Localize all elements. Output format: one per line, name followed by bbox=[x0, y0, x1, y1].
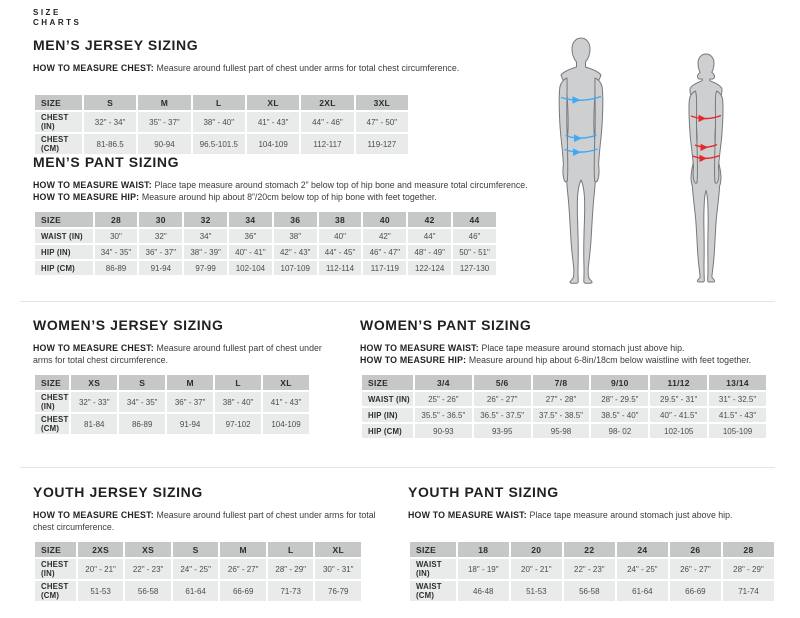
table-header-row bbox=[35, 212, 496, 227]
table-cell: 105-109 bbox=[709, 424, 766, 438]
howto-line: HOW TO MEASURE WAIST: Place tape measure around stomach just above hip. bbox=[408, 510, 733, 520]
table-cell: 46" bbox=[453, 229, 496, 243]
row-label: WAIST (CM) bbox=[410, 581, 456, 601]
column-header: XS bbox=[71, 375, 117, 390]
table-cell: 34" - 35" bbox=[119, 392, 165, 412]
size-table bbox=[33, 373, 311, 436]
table-cell: 18" - 19" bbox=[458, 559, 509, 579]
table-cell: 90-94 bbox=[138, 134, 190, 154]
table-cell: 61-64 bbox=[617, 581, 668, 601]
table-cell: 102-105 bbox=[650, 424, 707, 438]
table-cell: 81-86.5 bbox=[84, 134, 136, 154]
howto-text bbox=[33, 509, 378, 533]
row-label: HIP (IN) bbox=[35, 245, 93, 259]
column-header: S bbox=[119, 375, 165, 390]
column-header: 32 bbox=[184, 212, 227, 227]
table-row bbox=[362, 392, 766, 406]
section-womens-jersey bbox=[33, 318, 333, 436]
womens-pant-table bbox=[360, 373, 768, 440]
section-youth-jersey bbox=[33, 485, 378, 603]
table-cell: 44" - 45" bbox=[319, 245, 362, 259]
column-header: 28 bbox=[723, 542, 774, 557]
table-cell: 71-74 bbox=[723, 581, 774, 601]
table-cell: 107-109 bbox=[274, 261, 317, 275]
table-cell: 46" - 47" bbox=[363, 245, 406, 259]
howto-label: HOW TO MEASURE HIP: bbox=[360, 355, 469, 365]
row-label: WAIST (IN) bbox=[362, 392, 413, 406]
section-title: WOMEN’S PANT SIZING bbox=[360, 317, 532, 333]
howto-line: HOW TO MEASURE WAIST: Place tape measure around stomach just above hip. bbox=[360, 343, 685, 353]
row-label: CHEST (CM) bbox=[35, 581, 76, 601]
table-cell: 66-69 bbox=[220, 581, 266, 601]
howto-line: HOW TO MEASURE CHEST: Measure around fullest part of chest under arms for total chest circumference. bbox=[33, 510, 376, 532]
howto-label: HOW TO MEASURE CHEST: bbox=[33, 63, 157, 73]
table-cell: 102-104 bbox=[229, 261, 272, 275]
table-cell: 42" bbox=[363, 229, 406, 243]
table-cell: 112-114 bbox=[319, 261, 362, 275]
table-cell: 38.5" - 40" bbox=[591, 408, 648, 422]
table-cell: 90-93 bbox=[415, 424, 472, 438]
table-cell: 96.5-101.5 bbox=[193, 134, 245, 154]
row-label: CHEST (CM) bbox=[35, 414, 69, 434]
table-cell: 119-127 bbox=[356, 134, 408, 154]
column-header: M bbox=[138, 95, 190, 110]
mens-pant-table bbox=[33, 210, 498, 277]
table-cell: 44" - 46" bbox=[301, 112, 353, 132]
column-header: SIZE bbox=[35, 375, 69, 390]
table-cell: 41" - 43" bbox=[247, 112, 299, 132]
row-label: HIP (IN) bbox=[362, 408, 413, 422]
table-cell: 91-94 bbox=[139, 261, 182, 275]
table-cell: 35" - 37" bbox=[138, 112, 190, 132]
table-row bbox=[362, 408, 766, 422]
table-cell: 104-109 bbox=[263, 414, 309, 434]
page-title-line2: CHARTS bbox=[33, 18, 82, 27]
table-cell: 86-89 bbox=[95, 261, 138, 275]
table-row bbox=[410, 559, 774, 579]
youth-jersey-table bbox=[33, 540, 363, 603]
table-header-row bbox=[35, 375, 309, 390]
table-cell: 112-117 bbox=[301, 134, 353, 154]
column-header: L bbox=[215, 375, 261, 390]
table-cell: 50" - 51" bbox=[453, 245, 496, 259]
table-cell: 42" - 43" bbox=[274, 245, 317, 259]
section-divider bbox=[20, 467, 775, 468]
column-header: 36 bbox=[274, 212, 317, 227]
table-cell: 40" bbox=[319, 229, 362, 243]
howto-label: HOW TO MEASURE CHEST: bbox=[33, 510, 157, 520]
howto-text bbox=[33, 62, 553, 86]
size-table bbox=[33, 93, 410, 156]
table-cell: 20" - 21" bbox=[78, 559, 124, 579]
column-header: 34 bbox=[229, 212, 272, 227]
table-cell: 28" - 29" bbox=[268, 559, 314, 579]
womens-jersey-table bbox=[33, 373, 311, 436]
table-cell: 22" - 23" bbox=[564, 559, 615, 579]
column-header: 5/6 bbox=[474, 375, 531, 390]
section-divider bbox=[20, 301, 775, 302]
table-cell: 48" - 49" bbox=[408, 245, 451, 259]
column-header: 11/12 bbox=[650, 375, 707, 390]
table-header-row bbox=[410, 542, 774, 557]
table-cell: 31" - 32.5" bbox=[709, 392, 766, 406]
row-label: CHEST (IN) bbox=[35, 559, 76, 579]
column-header: XL bbox=[315, 542, 361, 557]
column-header: 38 bbox=[319, 212, 362, 227]
size-table bbox=[408, 540, 776, 603]
column-header: 40 bbox=[363, 212, 406, 227]
size-table bbox=[33, 210, 498, 277]
section-title: YOUTH JERSEY SIZING bbox=[33, 484, 203, 500]
column-header: SIZE bbox=[35, 542, 76, 557]
male-silhouette bbox=[545, 37, 617, 284]
column-header: SIZE bbox=[35, 95, 82, 110]
table-cell: 86-89 bbox=[119, 414, 165, 434]
table-cell: 38" - 40" bbox=[193, 112, 245, 132]
column-header: 9/10 bbox=[591, 375, 648, 390]
table-cell: 34" - 35" bbox=[95, 245, 138, 259]
table-row bbox=[410, 581, 774, 601]
table-cell: 76-79 bbox=[315, 581, 361, 601]
column-header: 24 bbox=[617, 542, 668, 557]
table-cell: 44" bbox=[408, 229, 451, 243]
table-cell: 97-102 bbox=[215, 414, 261, 434]
table-cell: 36" - 37" bbox=[139, 245, 182, 259]
female-silhouette bbox=[672, 53, 740, 283]
table-cell: 36.5" - 37.5" bbox=[474, 408, 531, 422]
column-header: 3XL bbox=[356, 95, 408, 110]
page-title-line1: SIZE bbox=[33, 8, 61, 17]
table-cell: 104-109 bbox=[247, 134, 299, 154]
table-cell: 34" bbox=[184, 229, 227, 243]
table-cell: 56-58 bbox=[564, 581, 615, 601]
table-cell: 38" bbox=[274, 229, 317, 243]
table-header-row bbox=[35, 95, 408, 110]
table-cell: 127-130 bbox=[453, 261, 496, 275]
howto-text bbox=[360, 342, 775, 366]
column-header: SIZE bbox=[362, 375, 413, 390]
row-label: WAIST (IN) bbox=[35, 229, 93, 243]
table-cell: 38" - 39" bbox=[184, 245, 227, 259]
table-cell: 25" - 26" bbox=[415, 392, 472, 406]
female-right-arm bbox=[715, 91, 724, 183]
column-header: SIZE bbox=[410, 542, 456, 557]
section-title: MEN’S PANT SIZING bbox=[33, 154, 180, 170]
row-label: CHEST (IN) bbox=[35, 392, 69, 412]
size-table bbox=[360, 373, 768, 440]
table-cell: 71-73 bbox=[268, 581, 314, 601]
table-cell: 30" - 31" bbox=[315, 559, 361, 579]
table-cell: 51-53 bbox=[511, 581, 562, 601]
table-cell: 93-95 bbox=[474, 424, 531, 438]
table-cell: 97-99 bbox=[184, 261, 227, 275]
howto-line: HOW TO MEASURE CHEST: Measure around fullest part of chest under arms for total chest circumference. bbox=[33, 343, 322, 365]
howto-text bbox=[33, 342, 333, 366]
column-header: L bbox=[268, 542, 314, 557]
column-header: 13/14 bbox=[709, 375, 766, 390]
howto-text bbox=[33, 179, 553, 203]
row-label: HIP (CM) bbox=[362, 424, 413, 438]
column-header: 44 bbox=[453, 212, 496, 227]
table-cell: 47" - 50" bbox=[356, 112, 408, 132]
table-cell: 41" - 43" bbox=[263, 392, 309, 412]
column-header: SIZE bbox=[35, 212, 93, 227]
column-header: S bbox=[84, 95, 136, 110]
table-cell: 81-84 bbox=[71, 414, 117, 434]
table-cell: 35.5" - 36.5" bbox=[415, 408, 472, 422]
howto-line: HOW TO MEASURE WAIST: Place tape measure around stomach 2” below top of hip bone and measure total circumference. bbox=[33, 180, 528, 190]
column-header: 30 bbox=[139, 212, 182, 227]
page-title bbox=[33, 8, 81, 28]
table-row bbox=[35, 261, 496, 275]
table-cell: 56-58 bbox=[125, 581, 171, 601]
female-left-arm bbox=[689, 91, 698, 183]
howto-label: HOW TO MEASURE HIP: bbox=[33, 192, 142, 202]
column-header: XL bbox=[247, 95, 299, 110]
section-title: MEN’S JERSEY SIZING bbox=[33, 37, 199, 53]
table-cell: 122-124 bbox=[408, 261, 451, 275]
table-cell: 40" - 41.5" bbox=[650, 408, 707, 422]
table-cell: 26" - 27" bbox=[474, 392, 531, 406]
table-cell: 37.5" - 38.5" bbox=[533, 408, 590, 422]
section-womens-pant bbox=[360, 318, 775, 440]
table-cell: 28" - 29.5" bbox=[591, 392, 648, 406]
table-cell: 61-64 bbox=[173, 581, 219, 601]
howto-line: HOW TO MEASURE HIP: Measure around hip about 8”/20cm below top of hip bone with feet together. bbox=[33, 192, 437, 202]
table-row bbox=[35, 229, 496, 243]
column-header: S bbox=[173, 542, 219, 557]
column-header: 28 bbox=[95, 212, 138, 227]
column-header: 26 bbox=[670, 542, 721, 557]
column-header: 2XS bbox=[78, 542, 124, 557]
column-header: 7/8 bbox=[533, 375, 590, 390]
table-header-row bbox=[35, 542, 361, 557]
table-cell: 32" - 33" bbox=[71, 392, 117, 412]
row-label: CHEST (CM) bbox=[35, 134, 82, 154]
table-cell: 26" - 27" bbox=[670, 559, 721, 579]
section-mens-jersey bbox=[33, 38, 553, 156]
table-cell: 91-94 bbox=[167, 414, 213, 434]
table-row bbox=[362, 424, 766, 438]
male-right-arm bbox=[594, 78, 603, 182]
table-cell: 98- 02 bbox=[591, 424, 648, 438]
column-header: XL bbox=[263, 375, 309, 390]
table-cell: 27" - 28" bbox=[533, 392, 590, 406]
table-cell: 24" - 25" bbox=[617, 559, 668, 579]
howto-text bbox=[408, 509, 778, 533]
table-cell: 28" - 29" bbox=[723, 559, 774, 579]
column-header: 42 bbox=[408, 212, 451, 227]
table-cell: 29.5" - 31" bbox=[650, 392, 707, 406]
table-cell: 41.5" - 43" bbox=[709, 408, 766, 422]
column-header: L bbox=[193, 95, 245, 110]
size-table bbox=[33, 540, 363, 603]
table-cell: 36" bbox=[229, 229, 272, 243]
howto-label: HOW TO MEASURE WAIST: bbox=[408, 510, 530, 520]
column-header: 22 bbox=[564, 542, 615, 557]
table-cell: 22" - 23" bbox=[125, 559, 171, 579]
howto-line: HOW TO MEASURE CHEST: Measure around fullest part of chest under arms for total chest circumference. bbox=[33, 63, 460, 73]
table-cell: 38" - 40" bbox=[215, 392, 261, 412]
section-title: YOUTH PANT SIZING bbox=[408, 484, 559, 500]
table-row bbox=[35, 414, 309, 434]
table-header-row bbox=[362, 375, 766, 390]
howto-label: HOW TO MEASURE CHEST: bbox=[33, 343, 157, 353]
table-cell: 36" - 37" bbox=[167, 392, 213, 412]
column-header: 20 bbox=[511, 542, 562, 557]
table-cell: 46-48 bbox=[458, 581, 509, 601]
table-row bbox=[35, 112, 408, 132]
howto-label: HOW TO MEASURE WAIST: bbox=[33, 180, 155, 190]
section-youth-pant bbox=[408, 485, 778, 603]
table-row bbox=[35, 245, 496, 259]
howto-line: HOW TO MEASURE HIP: Measure around hip about 6-8in/18cm below waistline with feet together. bbox=[360, 355, 752, 365]
table-cell: 40" - 41" bbox=[229, 245, 272, 259]
table-cell: 32" - 34" bbox=[84, 112, 136, 132]
table-cell: 117-119 bbox=[363, 261, 406, 275]
section-title: WOMEN’S JERSEY SIZING bbox=[33, 317, 224, 333]
column-header: 3/4 bbox=[415, 375, 472, 390]
table-cell: 95-98 bbox=[533, 424, 590, 438]
table-cell: 24" - 25" bbox=[173, 559, 219, 579]
mens-jersey-table bbox=[33, 93, 410, 156]
row-label: HIP (CM) bbox=[35, 261, 93, 275]
table-cell: 30" bbox=[95, 229, 138, 243]
howto-label: HOW TO MEASURE WAIST: bbox=[360, 343, 482, 353]
male-left-arm bbox=[559, 78, 568, 182]
table-cell: 51-53 bbox=[78, 581, 124, 601]
row-label: WAIST (IN) bbox=[410, 559, 456, 579]
column-header: 18 bbox=[458, 542, 509, 557]
table-cell: 26" - 27" bbox=[220, 559, 266, 579]
column-header: XS bbox=[125, 542, 171, 557]
youth-pant-table bbox=[408, 540, 776, 603]
row-label: CHEST (IN) bbox=[35, 112, 82, 132]
table-cell: 20" - 21" bbox=[511, 559, 562, 579]
table-cell: 66-69 bbox=[670, 581, 721, 601]
table-cell: 32" bbox=[139, 229, 182, 243]
column-header: M bbox=[220, 542, 266, 557]
section-mens-pant bbox=[33, 155, 553, 277]
table-row bbox=[35, 581, 361, 601]
column-header: 2XL bbox=[301, 95, 353, 110]
table-row bbox=[35, 134, 408, 154]
column-header: M bbox=[167, 375, 213, 390]
table-row bbox=[35, 559, 361, 579]
table-row bbox=[35, 392, 309, 412]
